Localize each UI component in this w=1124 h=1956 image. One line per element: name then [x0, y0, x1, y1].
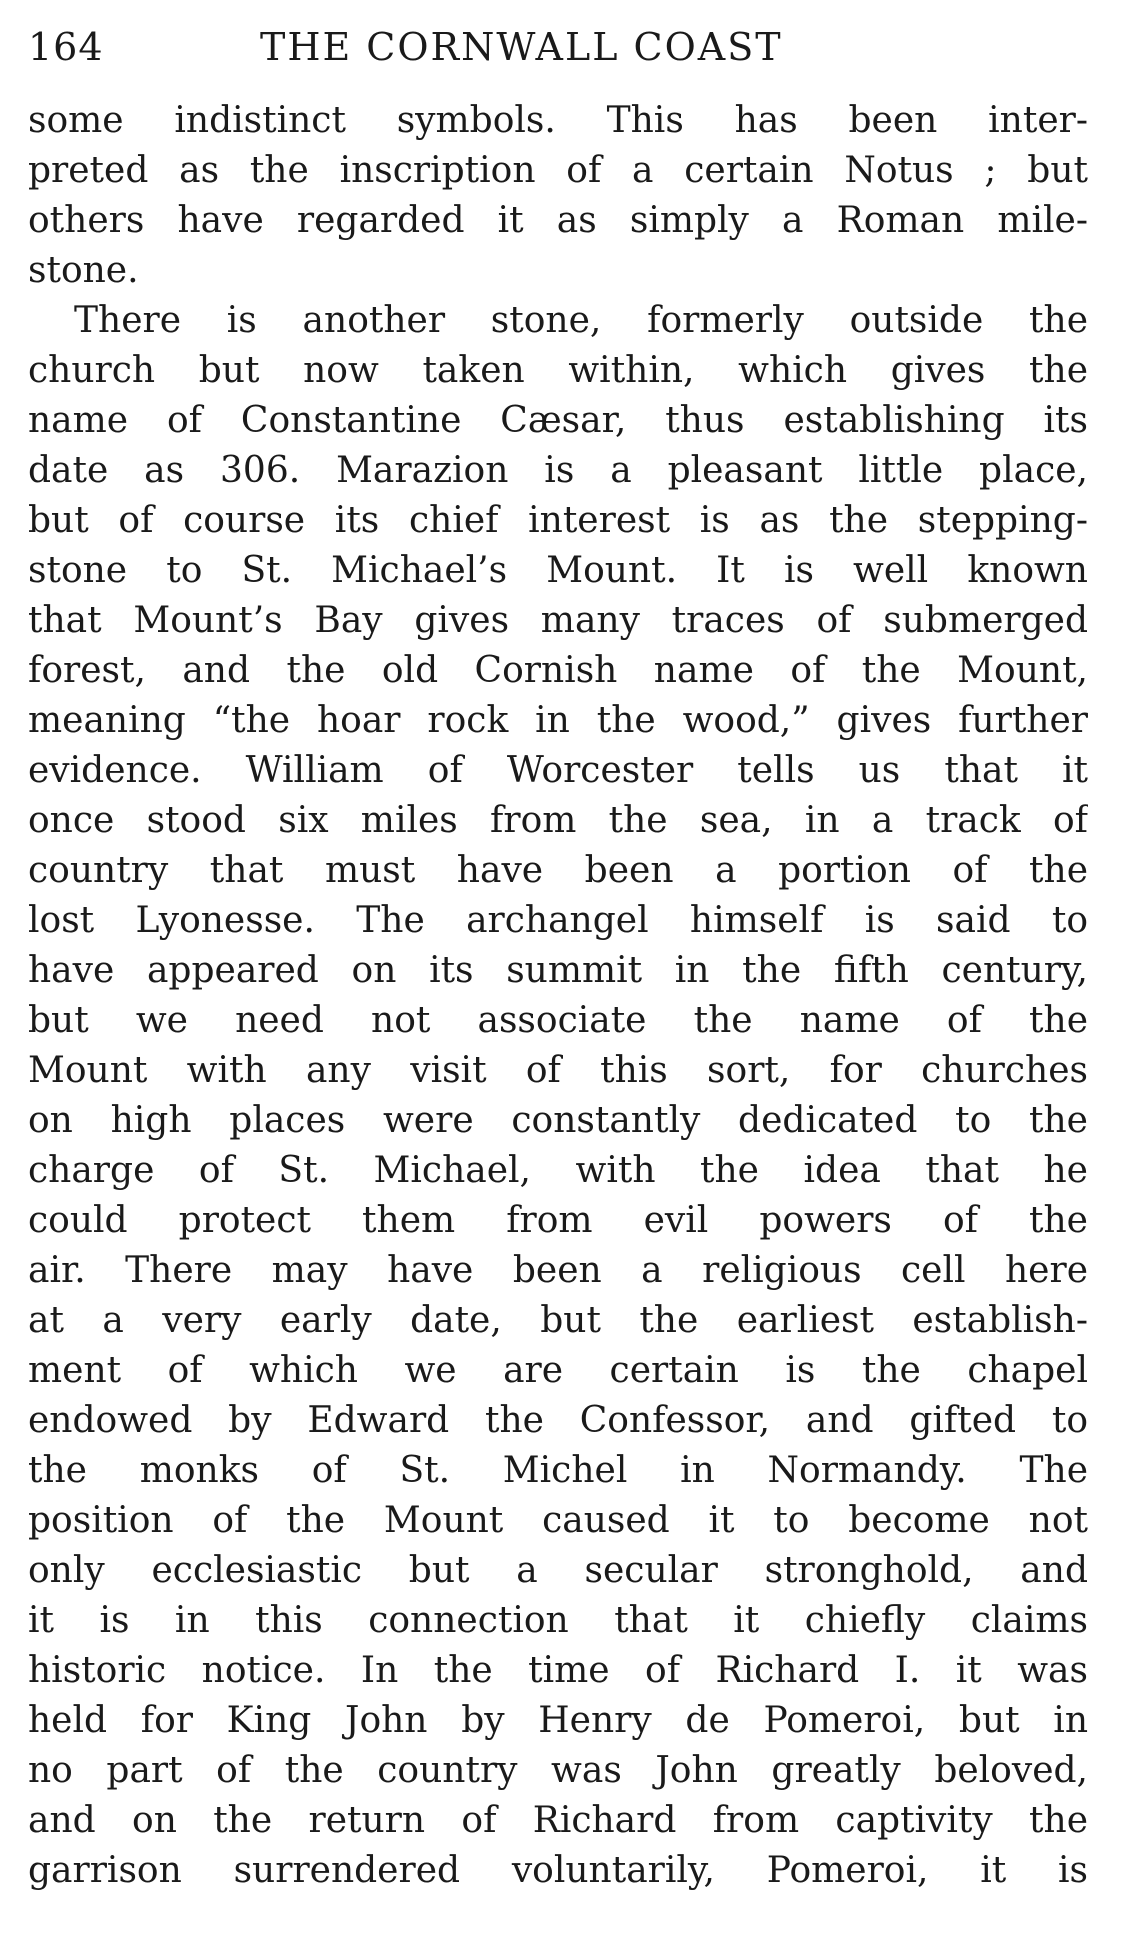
text-line: endowed by Edward the Confessor, and gifted to: [28, 1400, 1088, 1441]
text-line: Mount with any visit of this sort, for churches: [28, 1050, 1088, 1091]
text-line: country that must have been a portion of the: [28, 850, 1088, 891]
text-line: on high places were constantly dedicated to the: [28, 1100, 1088, 1141]
text-line: stone to St. Michael’s Mount. It is well known: [28, 550, 1088, 591]
text-line: meaning “the hoar rock in the wood,” gives further: [28, 700, 1088, 741]
text-line: held for King John by Henry de Pomeroi, but in: [28, 1700, 1088, 1741]
text-line: could protect them from evil powers of the: [28, 1200, 1088, 1241]
text-line: no part of the country was John greatly beloved,: [28, 1750, 1088, 1791]
text-line: at a very early date, but the earliest establish-: [28, 1300, 1088, 1341]
text-line: lost Lyonesse. The archangel himself is said to: [28, 900, 1088, 941]
text-line: charge of St. Michael, with the idea that he: [28, 1150, 1088, 1191]
running-title: THE CORNWALL COAST: [260, 25, 783, 69]
text-line: but of course its chief interest is as the stepping-: [28, 500, 1088, 541]
text-line: church but now taken within, which gives the: [28, 350, 1088, 391]
text-line: name of Constantine Cæsar, thus establishing its: [28, 400, 1088, 441]
text-line: evidence. William of Worcester tells us that it: [28, 750, 1088, 791]
text-line: but we need not associate the name of the: [28, 1000, 1088, 1041]
text-line: it is in this connection that it chiefly claims: [28, 1600, 1088, 1641]
text-line: date as 306. Marazion is a pleasant little place,: [28, 450, 1088, 491]
text-line: stone.: [28, 250, 139, 291]
text-line: air. There may have been a religious cell here: [28, 1250, 1088, 1291]
text-line: position of the Mount caused it to become not: [28, 1500, 1088, 1541]
text-line: have appeared on its summit in the fifth century,: [28, 950, 1088, 991]
text-line: historic notice. In the time of Richard I. it was: [28, 1650, 1088, 1691]
body-text: [28, 96, 1088, 1896]
text-line: only ecclesiastic but a secular stronghold, and: [28, 1550, 1088, 1591]
book-page: [28, 14, 1088, 1896]
paragraph: [28, 96, 1088, 296]
text-line: forest, and the old Cornish name of the Mount,: [28, 650, 1088, 691]
text-line: that Mount’s Bay gives many traces of submerged: [28, 600, 1088, 641]
text-line: once stood six miles from the sea, in a track of: [28, 800, 1088, 841]
text-line: ment of which we are certain is the chapel: [28, 1350, 1088, 1391]
text-line: some indistinct symbols. This has been inter-: [28, 100, 1088, 141]
paragraph: [28, 296, 1088, 1896]
text-line: the monks of St. Michel in Normandy. The: [28, 1450, 1088, 1491]
running-head: [28, 14, 1088, 80]
text-line: others have regarded it as simply a Roman mile-: [28, 200, 1088, 241]
text-line: preted as the inscription of a certain Notus ; but: [28, 150, 1088, 191]
page-number: 164: [28, 25, 104, 69]
text-line: There is another stone, formerly outside the: [74, 300, 1088, 341]
text-line: garrison surrendered voluntarily, Pomeroi, it is: [28, 1850, 1088, 1891]
text-line: and on the return of Richard from captivity the: [28, 1800, 1088, 1841]
